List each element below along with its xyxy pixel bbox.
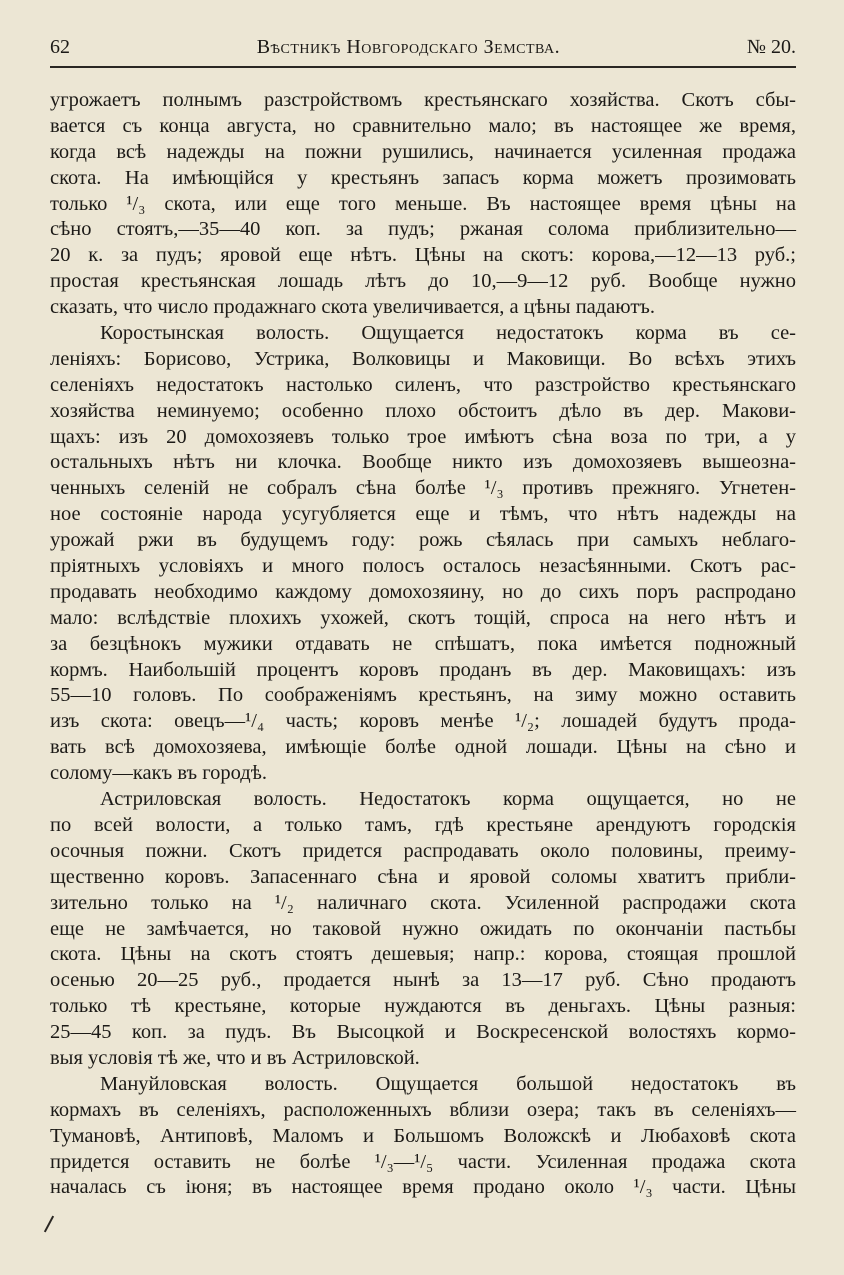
text-line: по всей волости, а только тамъ, гдѣ крестьяне арендуютъ городскія bbox=[50, 813, 796, 836]
text-line: щественно коровъ. Запасеннаго сѣна и яровой соломы хватитъ прибли- bbox=[50, 865, 796, 888]
text-line: Тумановѣ, Антиповѣ, Маломъ и Большомъ Воложскѣ и Любаховѣ скота bbox=[50, 1124, 796, 1147]
text-line: 25—45 коп. за пудъ. Въ Высоцкой и Воскресенской волостяхъ кормо- bbox=[50, 1021, 796, 1044]
text-line: только тѣ крестьяне, которые нуждаются въ деньгахъ. Цѣны разныя: bbox=[50, 995, 796, 1018]
text-line: кормахъ въ селеніяхъ, расположенныхъ вблизи озера; такъ въ селеніяхъ— bbox=[50, 1098, 796, 1121]
text-line: зительно только на ¹/₂ наличнаго скота. Усиленной распродажи скота bbox=[50, 891, 796, 914]
text-line: Коростынская волость. Ощущается недостатокъ корма въ се- bbox=[100, 322, 796, 345]
text-line: придется оставить не болѣе ¹/₃—¹/₅ части. Усиленная продажа скота bbox=[50, 1150, 796, 1173]
text-line: остальныхъ нѣтъ ни клочка. Вообще никто изъ домохозяевъ вышеозна- bbox=[50, 451, 796, 474]
text-line: продавать необходимо каждому домохозяину, но до сихъ поръ распродано bbox=[50, 580, 796, 603]
text-line: началась съ іюня; въ настоящее время продано около ¹/₃ части. Цѣны bbox=[50, 1176, 796, 1199]
text-line: выя условія тѣ же, что и въ Астриловской. bbox=[50, 1046, 420, 1069]
text-line: мало: вслѣдствіе плохихъ ухожей, скотъ тощій, спроса на него нѣтъ и bbox=[50, 606, 796, 629]
text-line: только ¹/₃ скота, или еще того меньше. Въ настоящее время цѣны на bbox=[50, 192, 796, 215]
text-line: еще не замѣчается, но таковой нужно ожидать по окончаніи пастьбы bbox=[50, 917, 796, 940]
text-line: хозяйства неминуемо; особенно плохо обстоитъ дѣло въ дер. Макови- bbox=[50, 399, 796, 422]
text-line: пріятныхъ условіяхъ и много полосъ осталось незасѣянными. Скотъ рас- bbox=[50, 555, 796, 578]
text-line: сѣно стоятъ,—35—40 коп. за пудъ; ржаная солома приблизительно— bbox=[50, 218, 796, 241]
document-page bbox=[50, 0, 796, 1275]
text-line: вать всѣ домохозяева, имѣющіе болѣе одной лошади. Цѣны на сѣно и bbox=[50, 736, 796, 759]
article-body bbox=[50, 88, 796, 1201]
text-line: за безцѣнокъ мужики отдавать не спѣшатъ, пока имѣется подножный bbox=[50, 632, 796, 655]
page-number: 62 bbox=[50, 36, 70, 58]
text-line: изъ скота: овецъ—¹/₄ часть; коровъ менѣе ¹/₂; лошадей будутъ прода- bbox=[50, 710, 796, 733]
text-line: осочныя пожни. Скотъ придется распродавать около половины, преиму- bbox=[50, 839, 796, 862]
text-line: урожай ржи въ будущемъ году: рожь сѣялась при самыхъ неблаго- bbox=[50, 529, 796, 552]
text-line: 55—10 головъ. По соображеніямъ крестьянъ, на зиму можно оставить bbox=[50, 684, 796, 707]
text-line: кормъ. Наибольшій процентъ коровъ проданъ въ дер. Маковищахъ: изъ bbox=[50, 658, 796, 681]
text-line: когда всѣ надежды на пожни рушились, начинается усиленная продажа bbox=[50, 140, 796, 163]
text-line: угрожаетъ полнымъ разстройствомъ крестьянскаго хозяйства. Скотъ сбы- bbox=[50, 89, 796, 111]
text-line: вается съ конца августа, но сравнительно мало; въ настоящее же время, bbox=[50, 114, 796, 137]
text-line: 20 к. за пудъ; яровой еще нѣтъ. Цѣны на скотъ: корова,—12—13 руб.; bbox=[50, 244, 796, 267]
text-line: селеніяхъ недостатокъ настолько силенъ, что разстройство крестьянскаго bbox=[50, 373, 796, 396]
journal-title: Вѣстникъ Новгородскаго Земства. bbox=[256, 36, 561, 58]
text-line: скота. На имѣющійся у крестьянъ запасъ корма можетъ прозимовать bbox=[50, 166, 796, 189]
text-line: ное состояніе народа усугубляется еще и тѣмъ, что нѣтъ надежды на bbox=[50, 503, 796, 526]
text-line: Астриловская волость. Недостатокъ корма ощущается, но не bbox=[100, 788, 796, 811]
header-rule bbox=[50, 66, 796, 68]
text-line: леніяхъ: Борисово, Устрика, Волковицы и Маковищи. Во всѣхъ этихъ bbox=[50, 347, 796, 370]
issue-number: № 20. bbox=[746, 36, 796, 58]
text-line: осенью 20—25 руб., продается нынѣ за 13—17 руб. Сѣно продаютъ bbox=[50, 969, 796, 992]
text-line: солому—какъ въ городѣ. bbox=[50, 762, 267, 785]
text-line: ченныхъ селеній не собралъ сѣна болѣе ¹/₃ противъ прежняго. Угнетен- bbox=[50, 477, 796, 500]
text-line: простая крестьянская лошадь лѣтъ до 10,—9—12 руб. Вообще нужно bbox=[50, 270, 796, 293]
text-line: скота. Цѣны на скотъ стоятъ дешевыя; напр.: корова, стоящая прошлой bbox=[50, 943, 796, 966]
running-header bbox=[50, 36, 796, 64]
text-line: сказать, что число продажнаго скота увеличиваетcя, а цѣны падаютъ. bbox=[50, 296, 656, 319]
text-line: щахъ: изъ 20 домохозяевъ только трое имѣютъ сѣна воза по три, а у bbox=[50, 425, 796, 448]
text-line: Мануйловская волость. Ощущается большой недостатокъ въ bbox=[100, 1072, 796, 1095]
